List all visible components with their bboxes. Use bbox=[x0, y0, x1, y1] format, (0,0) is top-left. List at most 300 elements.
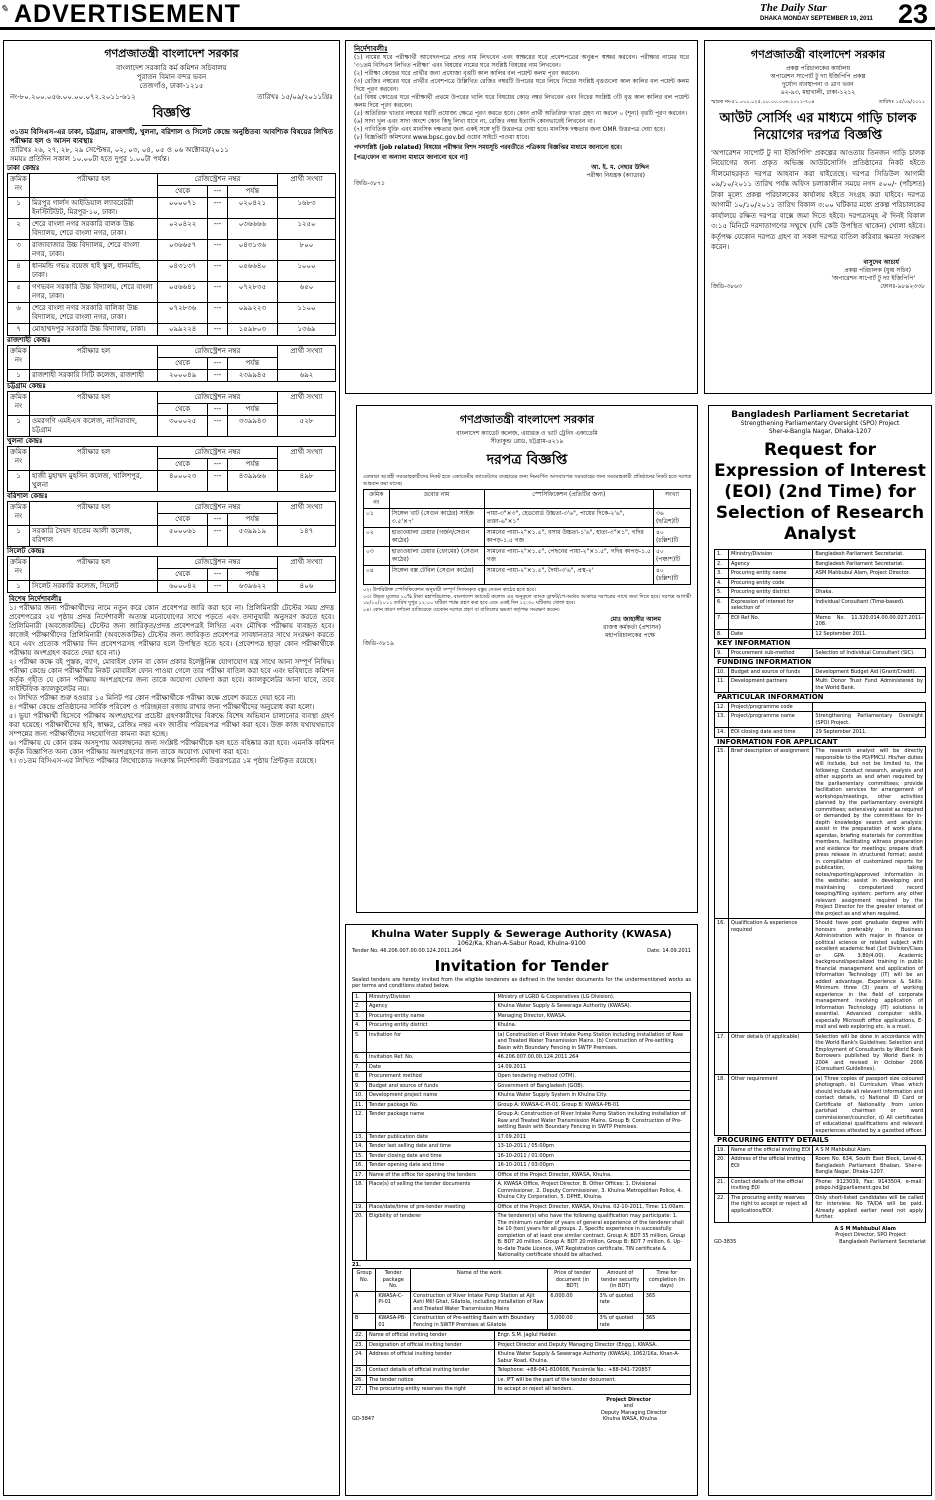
table-cell: ৩ bbox=[8, 240, 30, 261]
column-header: দ্রব্যের নাম bbox=[389, 490, 484, 509]
notice-heading: Request for Expression of Interest (EOI) (2nd Time) for Selection of Research Analyst bbox=[714, 440, 926, 544]
ad-building: পুরাতন বিমান বন্দর ভবন bbox=[136, 73, 207, 81]
column-header: রেজিস্ট্রেশন নম্বর bbox=[158, 346, 278, 358]
dateline: DHAKA MONDAY SEPTEMBER 19, 2011 bbox=[760, 16, 873, 22]
column-header: রেজিস্ট্রেশন নম্বর bbox=[158, 502, 278, 514]
column-header: ক্রমিক নং bbox=[8, 174, 30, 198]
table-cell: Project/programme code bbox=[729, 702, 813, 712]
table-row bbox=[353, 1072, 691, 1082]
table-row bbox=[353, 1151, 691, 1161]
table-cell: ১৩৬৯ bbox=[277, 324, 335, 336]
table-cell: 365 bbox=[643, 1291, 690, 1314]
table-cell: Contact details of the official inviting EOI bbox=[729, 1177, 813, 1193]
column-subheader: --- bbox=[208, 569, 228, 581]
column-header: Name of the work bbox=[411, 1269, 548, 1292]
table-cell: Name of the office for opening the tenders bbox=[367, 1170, 495, 1180]
table-cell: হাতাওয়ালা চেয়ার (ফোমের) (সেগুন কাঠের) bbox=[389, 547, 484, 566]
table-cell: Tender package No. bbox=[367, 1100, 495, 1110]
column-subheader: থেকে bbox=[158, 186, 208, 198]
table-cell: ৩৬ (ছত্রিশ)টি bbox=[653, 509, 690, 528]
table-cell: Address of official inviting tender bbox=[367, 1350, 495, 1366]
column-header: প্রার্থী সংখ্যা bbox=[277, 447, 335, 471]
table-cell: 18. bbox=[715, 1074, 729, 1136]
table-cell: Managing Director, KWASA. bbox=[495, 1011, 691, 1021]
table-cell: 19. bbox=[715, 1145, 729, 1155]
table-cell: 1. bbox=[353, 992, 367, 1002]
table-cell: সামনের পায়া-২"×১.৫", দৈর্ঘ্য-৩'৬", প্রস্থ-২' bbox=[484, 566, 653, 585]
table-cell: B bbox=[353, 1314, 376, 1330]
table-cell: Khulna Water Supply System in Khulna City. bbox=[495, 1091, 691, 1101]
table-cell: সামনের পায়া-২"×১.৫", বসার উচ্চতা-১'৬", হাতা-৩"×১", গদির কাপড়-১.৫ গজ bbox=[484, 528, 653, 547]
table-row bbox=[353, 1331, 691, 1341]
table-row bbox=[8, 261, 336, 282]
table-cell: হাতাওয়ালা চেয়ার (গর্জন/সেগুন কাঠের) bbox=[389, 528, 484, 547]
table-cell: ৪৯৮ bbox=[277, 471, 335, 492]
table-cell: 16. bbox=[715, 919, 729, 1033]
column-subheader: --- bbox=[208, 514, 228, 526]
table-row bbox=[364, 509, 691, 528]
table-cell: The tenderer(s) who have the following qualification may participate: 1. The minimum number of years of general experience of the tenderer shall be 10 (ten) years for all groups. 2. Specific experience in successfully completion of at least one similar contract. Group A: BDT 35 million, Group B: BDT 20 million. Group A: BDT 20 million, Group B: BDT 7 million. 6. Up-to-date Trade Licence, VAT Registration certificate, TIN certificate & Nationality certificate should be attached. bbox=[495, 1212, 691, 1261]
column-header: পরীক্ষার হল bbox=[30, 392, 158, 416]
memo-number: স্মারক নং-৫১.০০০.০২৫.০০.০০.০০৬.২০১১-৭০৪ bbox=[711, 99, 815, 105]
table-cell: ৪০৬ bbox=[277, 581, 335, 593]
table-cell: 21. bbox=[715, 1177, 729, 1193]
table-cell: ৪৩৯৯৬৬ bbox=[227, 471, 277, 492]
table-cell: The tender notice bbox=[367, 1375, 495, 1385]
table-cell: ১ bbox=[8, 581, 30, 593]
table-cell: to accept or reject all tenders. bbox=[495, 1385, 691, 1395]
table-cell: Office of the Project Director, KWASA, Khulna. bbox=[495, 1170, 691, 1180]
column-subheader: --- bbox=[208, 459, 228, 471]
table-row bbox=[8, 198, 336, 219]
ad-organization: Bangladesh Parliament Secretariat bbox=[731, 410, 909, 420]
instruction-item: (১) নামের ঘরে পরীক্ষার্থী আবেদনপত্রে প্রদত্ত নাম লিখবেন এবং স্বাক্ষরের ঘরে প্রবেশপত্রের অনুরূপ স্বাক্ষর করবেন। পরীক্ষার নামের ঘরে '৩১তম বিসিএস লিখিত পরীক্ষা' এবং বিষয়ের নামের ঘরে সংশ্লিষ্ট বিষয়ের নাম লিখবেন। bbox=[354, 54, 689, 69]
table-cell: ৬৫০ bbox=[277, 282, 335, 303]
table-row bbox=[715, 702, 926, 712]
center-name: ঢাকা কেন্দ্রঃ bbox=[7, 164, 40, 172]
ad-code: GD-3835 bbox=[714, 1238, 737, 1245]
table-cell: 20. bbox=[353, 1212, 367, 1261]
table-cell: --- bbox=[208, 240, 228, 261]
table-cell: ১ bbox=[8, 370, 30, 382]
column-header: Price of tender document (in BDT) bbox=[548, 1269, 597, 1292]
table-cell: 46.206.007.00.00.124.2011.264 bbox=[495, 1053, 691, 1063]
table-cell: Strengthening Parliamentary Oversight (SPO) Project. bbox=[813, 712, 926, 728]
table-cell: ৪০ (চল্লিশ)টি bbox=[653, 566, 690, 585]
table-cell: ১৫৯৮০৩ bbox=[227, 324, 277, 336]
instruction-item: (২) পরীক্ষা কেন্দ্রের ঘরে প্রার্থীর জন্য প্রযোজ্য বৃত্তটি কাল কালির বল পয়েন্ট কলম পূরণ করবেন। bbox=[354, 70, 580, 77]
table-cell: --- bbox=[208, 219, 228, 240]
ad-project: Strengthening Parliamentary Oversight (SPO) Project bbox=[740, 420, 900, 427]
table-cell: Place(s) of selling the tender documents bbox=[367, 1180, 495, 1203]
table-row bbox=[353, 1053, 691, 1063]
column-header: রেজিস্ট্রেশন নম্বর bbox=[158, 557, 278, 569]
table-row bbox=[715, 919, 926, 1033]
table-cell: ৫০০০৬১ bbox=[158, 526, 208, 547]
table-row bbox=[8, 526, 336, 547]
instruction-item: ৬। পরীক্ষায় যে কোন রকম অসদুপায় অবলম্বনের জন্য সংশ্লিষ্ট পরীক্ষার্থীকে হল হতে বহিষ্কার করা হবে। এমনকি কমিশন কর্তৃক বিজ্ঞাপিত অন্য কোন পরীক্ষায় অংশগ্রহণের জন্য তাকে অযোগ্য ঘোষণা করা হবে। bbox=[9, 739, 334, 756]
table-cell: Group A: KWASA-C-PI-01, Group B: KWASA-PB-01 bbox=[495, 1100, 691, 1110]
table-cell: 4. bbox=[353, 1021, 367, 1031]
table-cell: ৩৩৯৯৪৩ bbox=[227, 416, 277, 437]
table-cell: গণভবন সরকারি উচ্চ বিদ্যালয়, শেরে বাংলা নগর, ঢাকা। bbox=[30, 282, 158, 303]
tender-date: Date: 14.09.2011 bbox=[647, 948, 691, 954]
table-cell: সরকারি সৈয়দ হাতেম আলী কলেজ, বরিশাল bbox=[30, 526, 158, 547]
table-cell: 9. bbox=[715, 648, 729, 658]
table-cell: 23. bbox=[353, 1340, 367, 1350]
instruction-item: (৬) সাদা খুল এবং সাদা অংশে কোন কিছু লিখা যাবে না, রেজিঃ নম্বর ইত্যাদি কোনভাবেই লিখবেন না। bbox=[354, 118, 595, 125]
seat-table bbox=[7, 345, 336, 382]
table-cell: 22. bbox=[353, 1331, 367, 1341]
table-cell: রাজশাহী সরকারি সিটি কলেজ, রাজশাহী bbox=[30, 370, 158, 382]
column-header: পরীক্ষার হল bbox=[30, 447, 158, 471]
column-header: পরীক্ষার হল bbox=[30, 557, 158, 581]
instruction-item: ৭। ৩১তম বিসিএস-এর লিখিত পরীক্ষার লিখোকোড সংক্রান্ত নির্দেশাবলী উত্তরপত্রের ১ম পৃষ্ঠায় প্রিন্টকৃত রয়েছে। bbox=[9, 757, 317, 765]
table-cell: Tender publication date bbox=[367, 1132, 495, 1142]
table-cell: Development Budget Aid (Grant/Credit). bbox=[813, 667, 926, 677]
table-cell: 26. bbox=[353, 1375, 367, 1385]
table-cell: Agency bbox=[367, 1002, 495, 1012]
table-cell: Khulna. bbox=[495, 1021, 691, 1031]
table-row bbox=[8, 416, 336, 437]
table-cell: Invitation Ref. No. bbox=[367, 1053, 495, 1063]
memo-date: তারিখঃ ১৫/০৯/২০১১ bbox=[878, 99, 925, 105]
instruction-item: ২। পরীক্ষা কক্ষে বই পুস্তক, ব্যাগ, মোবাইল ফোন বা কোন প্রকার ইলেক্ট্রনিক্স যোগাযোগ যন্ত্র সাথে আনা সম্পূর্ণ নিষিদ্ধ। পরীক্ষা কেন্দ্রে কোন পরীক্ষার্থীর নিকট মোবাইল ফোন পাওয়া গেলে তার পরীক্ষা বাতিল করা হবে এবং ভবিষ্যতে কমিশন কর্তৃক গৃহীত যে কোন পরীক্ষায় অংশগ্রহণের জন্য তাকে অযোগ্য ঘোষণা করা হবে। ক্যালকুলেটর আনা যাবে, তবে সাইন্টিফিক ক্যালকুলেটর নয়। bbox=[9, 658, 334, 693]
column-header: Time for completion (in days) bbox=[643, 1269, 690, 1292]
column-header: Tender package No. bbox=[376, 1269, 411, 1292]
table-row bbox=[353, 1100, 691, 1110]
table-cell: Construction of Pre-settling Basin with Boundary Fencing in SWTP Premises at Gilatola bbox=[411, 1314, 548, 1330]
ad-project: অপারেশন সাপোর্ট টু দ্যা ইজিপিপি প্রকল্প bbox=[770, 73, 866, 80]
table-cell: ০৪৩১৩৭ bbox=[158, 261, 208, 282]
table-cell: 13. bbox=[715, 712, 729, 728]
table-cell: (a) Construction of River Intake Pump Station including installation of Raw and Treated Water Transmission Mains. (b) Construction of Pre-settling Basin with Boundary Fencing in SWTP Premises. bbox=[495, 1030, 691, 1053]
ad-government-title: গণপ্রজাতন্ত্রী বাংলাদেশ সরকার bbox=[459, 413, 595, 426]
table-cell: 5. bbox=[715, 588, 729, 598]
table-cell: ০৯৯২২৪ bbox=[158, 324, 208, 336]
table-row bbox=[8, 471, 336, 492]
table-cell: ২ bbox=[8, 219, 30, 240]
table-cell: --- bbox=[208, 416, 228, 437]
table-cell: Brief description of assignment bbox=[729, 747, 813, 919]
table-row bbox=[353, 1375, 691, 1385]
seat-table bbox=[7, 501, 336, 547]
table-cell: মোহাম্মদপুর সরকারি উচ্চ বিদ্যালয়, ঢাকা। bbox=[30, 324, 158, 336]
table-row bbox=[715, 588, 926, 598]
column-subheader: পর্যন্ত bbox=[227, 358, 277, 370]
signer-title: রাজস্ব কর্মকর্তা (প্রশাসন) bbox=[603, 624, 661, 631]
table-row bbox=[353, 1161, 691, 1171]
table-row bbox=[8, 370, 336, 382]
kwasa-tender-ad: Khulna Water Supply & Sewerage Authority (KWASA) 1062/Ka, Khan-A-Sabur Road, Khulna-9100 Tender No. 46.206.007.00.00.124.2011.264 Date: 14.09.2011 Invitation for Tender Sealed tenders are hereby invited from the eligible tenderers as defined in the tender documents for the undermentioned works as per terms and conditions stated below. 1. Ministry/Division Ministry of LGRD & Cooperatives (LG Division). 2. Agency Khulna Water Supply & Sewerage Authority (KWASA). 3. Procuring entity name Managing Director, KWASA. 4. Procuring entity district Khulna. 5. Invitation for (a) Construction of River Intake Pump Station including installation of Raw and Treated Water Transmission Mains. (b) Construction of Pre-settling Basin with Boundary Fencing in SWTP Premises. 6. Invitation Ref. No. 46.206.007.00.00.124.2011.264 7. Date 14.09.2011 8. Procurement method Open tendering method (OTM). 9. Budget and source of funds Government of Bangladesh (GOB). 10. Development project name Khulna Water Supply System in Khulna City. 11. Tender package No. Group A: KWASA-C-PI-01, Group B: KWASA-PB-01 12. Tender package name Group A: Construction of River Intake Pump Station including installation of Raw and Treated Water Transmission Mains. Group B: Construction of Pre-settling Basin with Boundary Fencing in SWTP Premises. 13. Tender publication date 17.09.2011 14. Tender last selling date and time 13-10-2011 / 05:00pm 15. Tender closing date and time 16-10-2011 / 01:00pm 16. Tender opening date and time 16-10-2011 / 03:00pm 17. Name of the office for opening the tenders Office of the Project Director, KWASA, Khulna. 18. Place(s) of selling the tender documents A. KWASA Office, Project Director. B. Other Offices: 1. Divisional Commissioner, 2. Deputy Commissioner, 3. Khulna Metropolitan Police, 4. Khulna City Corporation, 5. DPHE, Khulna. 19. Place/date/time of pre-tender meeting Office of the Project Director, KWASA, Khulna. 02-10-2011, Time: 11:00am. 20. Eligibility of tenderer The tenderer(s) who have the following qualification may participate: 1. The minimum number of years of general experience of the tenderer shall be 10 (ten) years for all groups. 2. Specific experience in successfully completion of at least one similar contract. Group A: BDT 35 million, Group B: BDT 20 million. Group A: BDT 20 million, Group B: BDT 7 million. 6. Up-to-date Trade Licence, VAT Registration certificate, TIN certificate & Nationality certificate should be attached. 21. Group No. Tender package No. Name of the work Price of tender document (in BDT) Amount of tender security (in BDT) Time for completion (in days) A KWASA-C-PI-01 Construction of River Intake Pump Station at Ajit Ashi Mill Ghat, Gilatola, including installation of Raw and Treated Water Transmission Mains 6,000.00 3% of quoted rate 365 B KWASA-PB-01 Construction of Pre-settling Basin with Boundary Fencing in SWTP Premises at Gilatola 5,000.00 3% of quoted rate 365 22. Name of official inviting tender Engr. S.M. Jaglul Haider. 23. Designation of official inviting tender Project Director and Deputy Managing Director (Engg.), KWASA. 24. Address of official inviting tender Khulna Water Supply & Sewerage Authority (KWASA), 1062/1Ka, Khan-A-Sabur Road, Khulna. 25. Contact details of official inviting tender Telephone: +88-041-810608, Facsimile No.: +88-041-720857 26. The tender notice i.e. IFT will be the part of the tender document. 27. The procuring entity reserves the right to accept or reject all tenders. Project Director and Deputy Managing Director GD-3847 Khulna WASA, Khulna bbox=[345, 924, 698, 1496]
instruction-item: ৪। পরীক্ষা কেন্দ্রে প্রতিষ্ঠানের সার্বিক পরিবেশ ও পরিচ্ছন্নতা বজায় রাখার জন্য পরীক্ষার্থীদের অনুরোধ করা হলো। bbox=[9, 703, 315, 711]
column-header: Amount of tender security (in BDT) bbox=[597, 1269, 643, 1292]
table-cell: The research analyst will be directly responsible to the PD/PMCU. His/her duties will include, but not be limited to, the following: Conduct research, analysis and other supports as and when required by the parliamentary committees; provide facilitation services for arrangement of workshops/meetings, other activities planned by the parliamentary oversight committees; extensively assist as required or demanded by the committees for in-depth knowledge search and analysis; assist in the preparation of work plans, agendas, briefing materials for committee members, facilitating witness preparation and evidence for meetings; prepare draft press release in structured format; assist in compilation of customized reports for publication, taking notes/reporting/approved information in the website; assist in developing and maintaining computerized record keeping/filing system; perform any other relevant assignment required by the Project Director for the greater interest of the project as and when required. bbox=[813, 747, 926, 919]
table-row bbox=[715, 1145, 926, 1155]
column-subheader: পর্যন্ত bbox=[227, 186, 277, 198]
table-row bbox=[715, 728, 926, 738]
furniture-table bbox=[363, 489, 691, 585]
tender-note: ০২। উপরিউক্ত স্পেসিফিকেশন অনুযায়ী সম্পূর্ণ সিজনকৃত বস্তুর সেগুন কাঠের হতে হবে। bbox=[363, 587, 536, 593]
table-cell: --- bbox=[208, 526, 228, 547]
table-cell: ১ bbox=[8, 198, 30, 219]
table-row bbox=[8, 219, 336, 240]
table-cell: 16-10-2011 / 01:00pm bbox=[495, 1151, 691, 1161]
table-cell: সিঙ্গেল খাট (সেগুন কাঠের) সাইজ ৩.৫'×৭' bbox=[389, 509, 484, 528]
table-cell: Khulna Water Supply & Sewerage Authority (KWASA). bbox=[495, 1002, 691, 1012]
table-cell: 7. bbox=[353, 1062, 367, 1072]
table-row bbox=[715, 677, 926, 693]
ad-building: দুর্যোগ ব্যবস্থাপনা ও ত্রাণ ভবন bbox=[782, 81, 854, 88]
table-cell: A. KWASA Office, Project Director. B. Other Offices: 1. Divisional Commissioner, 2. Deputy Commissioner, 3. Khulna Metropolitan Police, 4. Khulna City Corporation, 5. DPHE, Khulna. bbox=[495, 1180, 691, 1203]
parliament-eoi-ad bbox=[708, 405, 932, 1496]
table-cell: --- bbox=[208, 198, 228, 219]
table-cell: 1. bbox=[715, 550, 729, 560]
tender-info-table bbox=[352, 992, 691, 1261]
table-cell: 12. bbox=[715, 702, 729, 712]
notice-intro: ৩১তম বিসিএস-এর ঢাকা, চট্টগ্রাম, রাজশাহী, খুলনা, বরিশাল ও সিলেট কেন্দ্রে অনুষ্ঠিতব্য আবশ্যিক বিষয়ের লিখিত পরীক্ষার হল ও আসন ব্যবস্থাঃ bbox=[10, 128, 333, 145]
section-applicant-information: INFORMATION FOR APPLICANT bbox=[717, 737, 838, 746]
table-cell: Place/date/time of pre-tender meeting bbox=[367, 1202, 495, 1212]
ad-code: জিডি-৩৮৬৩ bbox=[711, 282, 742, 290]
table-cell: Project Director and Deputy Managing Director (Engg.), KWASA. bbox=[495, 1340, 691, 1350]
table-cell: Telephone: +88-041-810608, Facsimile No.: +88-041-720857 bbox=[495, 1366, 691, 1376]
table-row bbox=[715, 1177, 926, 1193]
signer-title: প্রকল্প পরিচালক (যুগ্ম সচিব) bbox=[844, 266, 911, 274]
signer-name: মোঃ জাহাঙ্গীর আলম bbox=[610, 616, 661, 623]
table-cell: 9. bbox=[353, 1081, 367, 1091]
ad-office: প্রকল্প পরিচালকের কার্যালয় bbox=[785, 65, 851, 72]
table-cell: 19. bbox=[353, 1202, 367, 1212]
furniture-tender-ad bbox=[356, 405, 698, 913]
table-row bbox=[364, 547, 691, 566]
signer-title: Project Director bbox=[606, 1396, 651, 1403]
table-cell: ০২ bbox=[364, 528, 390, 547]
table-cell: ওমরগণি এমইএস কলেজ, নাসিরাবাদ, চট্টগ্রাম bbox=[30, 416, 158, 437]
table-cell: (a) Three copies of passport size coloured photograph, b) Curriculum Vitae which should include all relevant information and contact details, c) National ID Card or Certificate of Nationality from union parishad chairman or ward commissioner/councilor, d) All certificates of educational qualifications and relevant experiences attested by a gazetted officer. bbox=[813, 1074, 926, 1136]
table-row bbox=[353, 1091, 691, 1101]
table-cell: ০৪৩১৩৬ bbox=[227, 240, 277, 261]
driver-outsourcing-ad bbox=[704, 40, 932, 394]
ad-office: বাংলাদেশ সরকারি কর্ম কমিশন সচিবালয় bbox=[116, 64, 227, 72]
ad-address: 1062/Ka, Khan-A-Sabur Road, Khulna-9100 bbox=[457, 940, 586, 947]
notice-heading: দরপত্র বিজ্ঞপ্তি bbox=[486, 452, 568, 468]
table-cell: ৪০০০২৩ bbox=[158, 471, 208, 492]
works-table bbox=[352, 1268, 691, 1330]
exam-centers bbox=[4, 164, 339, 593]
table-cell: ০৩৬৬৬৬ bbox=[227, 219, 277, 240]
table-row bbox=[353, 1385, 691, 1395]
table-cell: 2. bbox=[353, 1002, 367, 1012]
table-cell: 3% of quoted rate bbox=[597, 1314, 643, 1330]
table-cell: ১ bbox=[8, 416, 30, 437]
table-cell: 17. bbox=[353, 1170, 367, 1180]
table-cell: ১ bbox=[8, 526, 30, 547]
table-cell: 5,000.00 bbox=[548, 1314, 597, 1330]
column-header: প্রার্থী সংখ্যা bbox=[277, 174, 335, 198]
table-row bbox=[353, 1021, 691, 1031]
table-cell: ০২০৪২২ bbox=[158, 219, 208, 240]
table-cell: ০০০০৭১ bbox=[158, 198, 208, 219]
column-subheader: থেকে bbox=[158, 404, 208, 416]
table-row bbox=[715, 1193, 926, 1222]
table-cell: Invitation for bbox=[367, 1030, 495, 1053]
section-procuring-entity: PROCURING ENTITY DETAILS bbox=[717, 1136, 829, 1144]
column-subheader: থেকে bbox=[158, 569, 208, 581]
signer-org: Bangladesh Parliament Secretariat bbox=[839, 1238, 926, 1245]
table-row bbox=[8, 581, 336, 593]
table-row bbox=[353, 1030, 691, 1053]
table-cell: Procuring entity name bbox=[367, 1011, 495, 1021]
table-cell: সিলেট সরকারি কলেজ, সিলেট bbox=[30, 581, 158, 593]
column-subheader: --- bbox=[208, 186, 228, 198]
table-cell: Khulna Water Supply & Sewerage Authority (KWASA), 1062/1Ka, Khan-A-Sabur Road, Khulna. bbox=[495, 1350, 691, 1366]
table-row bbox=[353, 1202, 691, 1212]
instruction-item: (৩) রেজিঃ নম্বরের ঘরে প্রার্থীর প্রবেশপত্রে উল্লিখিত রেজিঃ নম্বরটি উপরের ঘরে লিখে নিচের সংশ্লিষ্ট বৃত্তগুলো কাল কালির বল পয়েন্ট কলম দিয়ে পূরণ করবেন। bbox=[354, 78, 689, 93]
instruction-item: (৭) গাণিতিক যুক্তি এবং মানসিক দক্ষতার জন্য একই সঙ্গে দুটি উত্তরপত্র দেয়া হবে। মানসিক দক্ষতার জন্য OMR উত্তরপত্র দেয়া হবে। bbox=[354, 126, 666, 133]
ad-address: ৯২-৯৩, মহাখালী, ঢাকা-১২১২ bbox=[780, 89, 856, 96]
table-row bbox=[353, 992, 691, 1002]
instruction-item: (৮) বিজ্ঞপ্তিটি কমিশনের www.bpsc.gov.bd ওয়েব সাইটে পাওয়া যাবে। bbox=[354, 134, 530, 141]
table-cell: 15. bbox=[353, 1151, 367, 1161]
special-instructions bbox=[9, 604, 334, 766]
signer-name: আ. ই. ম. নেছার উদ্দিন bbox=[591, 164, 649, 171]
table-cell: KWASA-C-PI-01 bbox=[376, 1291, 411, 1314]
table-cell: Address of the official inviting EOI bbox=[729, 1155, 813, 1178]
table-cell: Agency bbox=[729, 559, 813, 569]
table-cell: 8. bbox=[715, 629, 729, 639]
column-header: রেজিস্ট্রেশন নম্বর bbox=[158, 174, 278, 186]
table-row bbox=[715, 667, 926, 677]
instruction-item: (৪) বিষয় কোডের ঘরে পরীক্ষার্থী প্রথমে উপরের খালি ঘরে বিষয়ের কোড নম্বর লিখবেন এবং নিচের সংশ্লিষ্ট ৩টি বৃত্ত কাল কালির বল পয়েন্ট কলম দিয়ে পূরণ করবেন। bbox=[354, 94, 689, 109]
table-cell: 6. bbox=[353, 1053, 367, 1063]
center-name: বরিশাল কেন্দ্রঃ bbox=[7, 492, 48, 500]
table-row bbox=[715, 578, 926, 588]
ad-address: সীতাকুন্ড রোড, চট্টগ্রাম-৪২১৯ bbox=[490, 438, 564, 445]
table-cell: ৫ bbox=[8, 282, 30, 303]
table-cell: 3. bbox=[715, 569, 729, 579]
notice-body: 'অপারেশন সাপোর্ট টু দ্যা ইজিপিপি' প্রকল্পের আওতায় তিনজন গাড়ি চালক নিয়োগের জন্য প্রকৃত অভিজ্ঞ আউটসোর্সিং প্রতিষ্ঠানের নিকট হইতে সীলমোহরকৃত দরপত্র আহবান করা যাইতেছে। দরপত্র সিডিউল আগামী ০৯/১০/২০১১ তারিখ পর্যন্ত অফিস চলাকালীন সময়ে নগদ ৫০০/- (পাঁচশত) টাকা মূল্যে প্রকল্প পরিচালকের কার্যালয় হইতে সংগ্রহ করা যাইবে। দরপত্র আগামী ১০/১০/২০১১ তারিখ বিকাল ৩:০০ ঘটিকার মধ্যে প্রকল্প পরিচালকের কার্যালয়ে রক্ষিত দরপত্র বাক্সে জমা দিতে হইবে। দরপত্রসমূহ ঐ দিনই বিকাল ৩:১৫ মিনিটে দরদাতাগণের সম্মুখে (যদি কেউ উপস্থিত থাকেন) খোলা হইবে। কর্তৃপক্ষ যেকোন দরপত্র গ্রহণ বা সকল দরপত্র বাতিল করিবার ক্ষমতা সংরক্ষণ করেন। bbox=[711, 148, 925, 251]
column-header: ক্রমিক নং bbox=[364, 490, 390, 509]
table-cell: ০৩ bbox=[364, 547, 390, 566]
table-row bbox=[353, 1002, 691, 1012]
table-cell: ১৬৮৩ bbox=[277, 198, 335, 219]
table-row bbox=[353, 1180, 691, 1203]
notice-intro: এতদ্বারা আগ্রহী সরবরাহকারীদের নিকট হতে একাডেমীর ক্যাডেটদের ব্যবহারের জন্য নিম্নবর্ণিত আসবাবপত্র সরবরাহের জন্য সরবরাহকারী প্রতিষ্ঠানের নিকট হতে দরপত্র আহবান করা যাচ্ছে। bbox=[363, 474, 691, 487]
table-row bbox=[715, 559, 926, 569]
table-cell: 2. bbox=[715, 559, 729, 569]
table-cell: পায়া-৩"×৩", হেডবোর্ড উচ্চতা-৩'৬", পায়ের দিকে-২'৬", তক্তা-৬"×১" bbox=[484, 509, 653, 528]
table-cell: সিঙ্গেল বক্স টেবিল (সেগুন কাঠের) bbox=[389, 566, 484, 585]
table-cell: হাজী মুহাম্মদ মুহসিন কলেজ, খালিশপুর, খুলনা bbox=[30, 471, 158, 492]
table-cell: 7. bbox=[715, 613, 729, 629]
ad-organization: Khulna Water Supply & Sewerage Authority (KWASA) bbox=[371, 929, 672, 940]
center-name: সিলেট কেন্দ্রঃ bbox=[7, 547, 46, 555]
table-cell: ০৫৬৬৪০ bbox=[227, 261, 277, 282]
notice-heading: বিজ্ঞপ্তি bbox=[142, 104, 202, 126]
table-cell: ৪ bbox=[8, 261, 30, 282]
tender-official-table bbox=[352, 1330, 691, 1395]
instructions-list bbox=[354, 54, 689, 142]
table-cell: 10. bbox=[715, 667, 729, 677]
column-subheader: পর্যন্ত bbox=[227, 459, 277, 471]
seat-table bbox=[7, 173, 336, 336]
table-cell: ধানমন্ডি গভঃ বয়েজ হাই স্কুল, ধানমন্ডি, ঢাকা। bbox=[30, 261, 158, 282]
table-cell: 20. bbox=[715, 1155, 729, 1178]
column-header: রেজিস্ট্রেশন নম্বর bbox=[158, 392, 278, 404]
column-header: ক্রমিক নং bbox=[8, 502, 30, 526]
table-cell: --- bbox=[208, 370, 228, 382]
table-row bbox=[353, 1212, 691, 1261]
table-cell: Phone: 9123039, Fax: 9143504, e-mail: pdspo.hd@parliament.gov.bd bbox=[813, 1177, 926, 1193]
table-cell: ৭ bbox=[8, 324, 30, 336]
signer-org: মহাপরিচালকের পক্ষে bbox=[605, 632, 655, 639]
table-row bbox=[353, 1011, 691, 1021]
instruction-item: ৩। লিখিত পরীক্ষা শুরু হওয়ার ১৫ মিনিট পর কোন পরীক্ষার্থীকে পরীক্ষা কক্ষে প্রবেশ করতে দেয়া হবে না। bbox=[9, 694, 296, 702]
table-cell: ০৫৬৬৪১ bbox=[158, 282, 208, 303]
signer-line3: Deputy Managing Director bbox=[601, 1409, 667, 1416]
instructions-closing: [পত্র/ফোন বা অন্যান্য মাধ্যমে জানানো হবে না] bbox=[354, 154, 468, 161]
table-row bbox=[8, 303, 336, 324]
eoi-table bbox=[714, 549, 926, 639]
page-number: 23 bbox=[898, 0, 929, 29]
table-cell: A bbox=[353, 1291, 376, 1314]
table-cell: Designation of official inviting tender bbox=[367, 1340, 495, 1350]
tender-number: Tender No. 46.206.007.00.00.124.2011.264 bbox=[352, 948, 462, 954]
table-cell: ৩০০০২৫ bbox=[158, 416, 208, 437]
table-row bbox=[715, 569, 926, 579]
table-row bbox=[8, 240, 336, 261]
signer-name: A S M Mahbubul Alam bbox=[834, 1225, 896, 1232]
table-row bbox=[364, 528, 691, 547]
section-particular-information: PARTICULAR INFORMATION bbox=[717, 693, 824, 701]
column-header: পরীক্ষার হল bbox=[30, 502, 158, 526]
instruction-item: ৫। ভুয়া পরীক্ষার্থী হিসেবে পরীক্ষায় অংশগ্রহণের প্রচেষ্টা গ্রহণকারীদের বিরুদ্ধে বিশেষ অভিযান চালানোর ব্যবস্থা গ্রহণ করা হয়েছে। পরীক্ষার্থীদের ছবি, স্বাক্ষর, রেজিঃ নম্বর এবং জাতীয় পরিচয়পত্র পরীক্ষা করা হবে। উক্ত কাজ যথাযথভাবে সম্পন্নের জন্য পরীক্ষার্থীদের সহযোগিতা কামনা করা হচ্ছে। bbox=[9, 712, 334, 738]
table-cell: Bangladesh Parliament Secretariat. bbox=[813, 559, 926, 569]
table-cell: Name of the official inviting EOI bbox=[729, 1145, 813, 1155]
table-row bbox=[715, 712, 926, 728]
table-cell: EOI closing date and time bbox=[729, 728, 813, 738]
column-subheader: থেকে bbox=[158, 358, 208, 370]
table-cell: ৪০ (চল্লিশ)টি bbox=[653, 528, 690, 547]
table-row bbox=[8, 282, 336, 303]
table-cell: ২৩৯৯৪৫ bbox=[227, 370, 277, 382]
table-cell: ৬৯২ bbox=[277, 370, 335, 382]
table-cell: --- bbox=[208, 471, 228, 492]
table-row bbox=[8, 324, 336, 336]
ad-office: বাংলাদেশ ক্যাডেট কলেজ, এয়ারক্র ও ভাট ট্রেনিং একাডেমি bbox=[456, 430, 598, 437]
table-cell: সামনের পায়া-২"×১.৫", পেছনের পায়া-২"×১.৫", গদির কাপড়-১.৫ গজ bbox=[484, 547, 653, 566]
table-row bbox=[364, 566, 691, 585]
table-cell: 365 bbox=[643, 1314, 690, 1330]
table-cell: Development partners bbox=[729, 677, 813, 693]
notice-heading: Invitation for Tender bbox=[434, 956, 609, 975]
bpsc-instructions-ad bbox=[345, 40, 698, 394]
table-cell: 18. bbox=[353, 1180, 367, 1203]
table-row bbox=[353, 1291, 691, 1314]
table-cell: The procuring entity reserves the right to accept or reject all applications/EOI. bbox=[729, 1193, 813, 1222]
table-cell: Tender last selling date and time bbox=[367, 1142, 495, 1152]
table-cell: Procuring entity name bbox=[729, 569, 813, 579]
table-cell: 14.09.2011 bbox=[495, 1062, 691, 1072]
column-header: সংখ্যা bbox=[653, 490, 690, 509]
signer-title: Project Director, SPO Project bbox=[835, 1232, 906, 1238]
column-header: রেজিস্ট্রেশন নম্বর bbox=[158, 447, 278, 459]
section-funding-information: FUNDING INFORMATION bbox=[717, 658, 812, 666]
table-cell: Contact details of official inviting tender bbox=[367, 1366, 495, 1376]
table-cell: মিরপুর গার্লস আইডিয়াল ল্যাবরেটরী ইনস্টিটিউট, মিরপুর-১০, ঢাকা। bbox=[30, 198, 158, 219]
table-cell: A S M Mahbubul Alam. bbox=[813, 1145, 926, 1155]
